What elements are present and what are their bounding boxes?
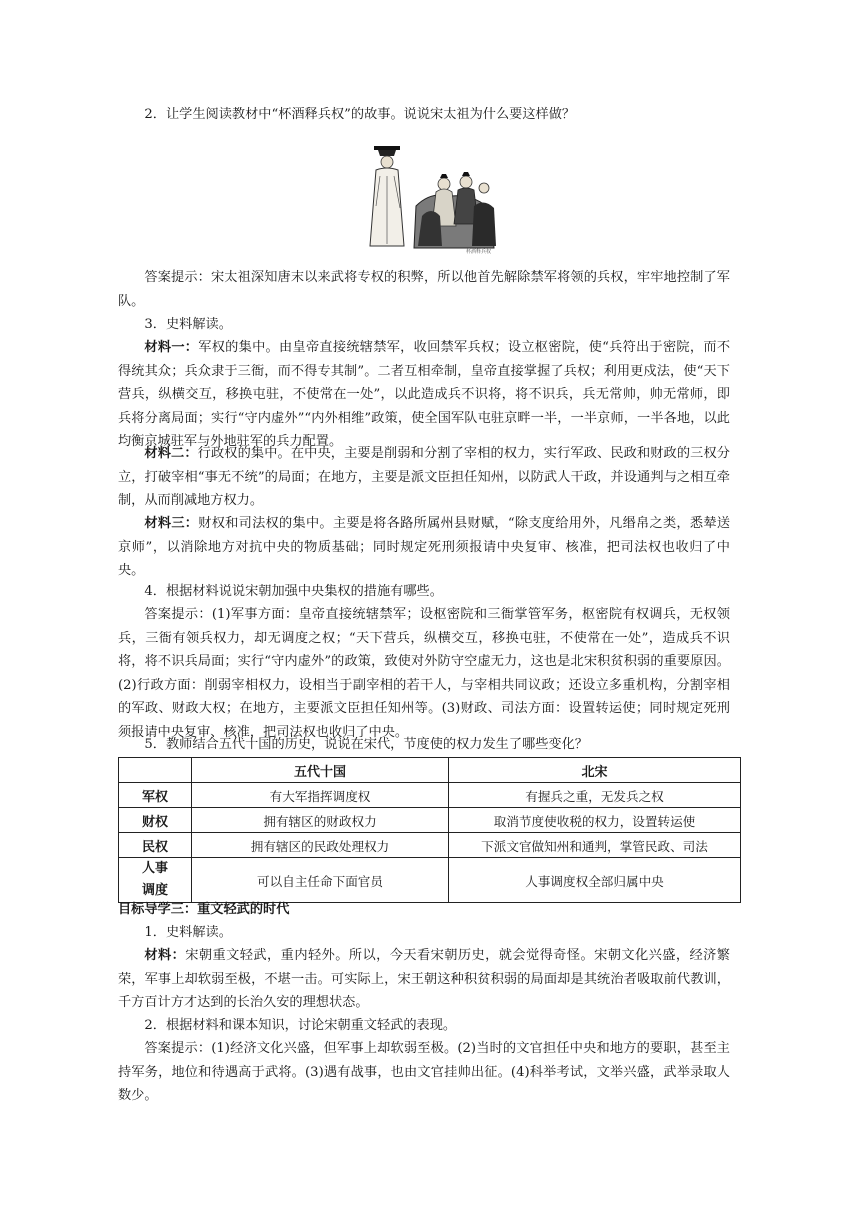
cell-wudai: 可以自主任命下面官员 xyxy=(192,858,449,903)
answer-2: 答案提示：宋太祖深知唐末以来武将专权的积弊，所以他首先解除禁军将领的兵权，牢牢地控制了军队。 xyxy=(118,270,730,309)
cell-beisong: 下派文官做知州和通判，掌管民政、司法 xyxy=(449,833,741,858)
cell-beisong: 有握兵之重，无发兵之权 xyxy=(449,783,741,808)
section-3-question-1: 1．史料解读。 xyxy=(144,925,232,940)
section-3-question-2: 2．根据材料和课本知识，讨论宋朝重文轻武的表现。 xyxy=(144,1018,457,1033)
section-3-heading: 目标导学三：重文轻武的时代 xyxy=(118,902,290,917)
row-label: 军权 xyxy=(119,783,192,808)
table-header-blank xyxy=(119,758,192,783)
material-3-label: 材料三： xyxy=(144,516,199,531)
table-row xyxy=(119,808,741,833)
material-1-label: 材料一： xyxy=(144,340,199,355)
row-label-line2: 调度 xyxy=(141,883,168,898)
material-2-text: 行政权的集中。在中央，主要是削弱和分割了宰相的权力，实行军政、民政和财政的三权分立，打破宰相“事无不统”的局面；在地方，主要是派文臣担任知州，以防武人干政，并设通判与之相互牵制，从而削减地方权力。 xyxy=(118,446,730,508)
material-2-label: 材料二： xyxy=(144,446,198,461)
table-row xyxy=(119,783,741,808)
cell-wudai: 有大军指挥调度权 xyxy=(192,783,449,808)
section-3-material xyxy=(118,944,730,1015)
row-label: 财权 xyxy=(119,808,192,833)
question-4: 4．根据材料说说宋朝加强中央集权的措施有哪些。 xyxy=(144,584,443,599)
question-5: 5．教师结合五代十国的历史，说说在宋代，节度使的权力发生了哪些变化？ xyxy=(144,737,588,752)
table-header-row xyxy=(119,758,741,783)
cell-wudai: 拥有辖区的民政处理权力 xyxy=(192,833,449,858)
material-1 xyxy=(118,336,730,454)
section-3-material-label: 材料： xyxy=(144,948,186,963)
illustration-wine-cup-banquet xyxy=(356,136,506,256)
material-3 xyxy=(118,512,730,583)
section-3-material-text: 宋朝重文轻武，重内轻外。所以，今天看宋朝历史，就会觉得奇怪。宋朝文化兴盛，经济繁荣，军事上却软弱至极，不堪一击。可实际上，宋王朝这种积贫积弱的局面却是其统治者吸取前代教训，千方百计方才达到的长治久安的理想状态。 xyxy=(118,948,730,1010)
cell-wudai: 拥有辖区的财政权力 xyxy=(192,808,449,833)
table-row xyxy=(119,833,741,858)
row-label xyxy=(119,858,192,903)
cell-beisong: 取消节度使收税的权力，设置转运使 xyxy=(449,808,741,833)
question-3: 3．史料解读。 xyxy=(144,317,232,332)
illustration-caption: 杯酒释兵权 xyxy=(466,249,492,255)
material-2 xyxy=(118,442,730,513)
cell-beisong: 人事调度权全部归属中央 xyxy=(449,858,741,903)
comparison-table xyxy=(118,757,741,903)
table-header-beisong: 北宋 xyxy=(449,758,741,783)
question-2: 2．让学生阅读教材中“杯酒释兵权”的故事。说说宋太祖为什么要这样做？ xyxy=(144,107,576,122)
material-3-text: 财权和司法权的集中。主要是将各路所属州县财赋，“除支度给用外，凡缗帛之类，悉辇送京师”，以消除地方对抗中央的物质基础；同时规定死刑须报请中央复审、核准，把司法权也收归了中央。 xyxy=(118,516,731,578)
row-label: 民权 xyxy=(119,833,192,858)
table-header-wudai: 五代十国 xyxy=(192,758,449,783)
answer-4: 答案提示：(1)军事方面：皇帝直接统辖禁军；设枢密院和三衙掌管军务，枢密院有权调兵，无权领兵，三衙有领兵权力，却无调度之权；“天下营兵，纵横交互，移换屯驻，不使常在一处”，造成兵不识将，将不识兵局面；实行“守内虚外”的政策，致使对外防守空虚无力，这也是北宋积贫积弱的重要原因。(2)行政方面：削弱宰相权力，设相当于副宰相的若干人，与宰相共同议政；还设立多重机构，分割宰相的军政、财政大权；在地方，主要派文臣担任知州等。(3)财政、司法方面：设置转运使；同时规定死刑须报请中央复审、核准，把司法权也收归了中央。 xyxy=(118,607,730,740)
table-row xyxy=(119,858,741,903)
row-label-line1: 人事 xyxy=(141,861,168,876)
material-1-text: 军权的集中。由皇帝直接统辖禁军，收回禁军兵权；设立枢密院，使“兵符出于密院，而不得统其众；兵众隶于三衙，而不得专其制”。二者互相牵制，皇帝直接掌握了兵权；利用更戍法，使“天下营兵，纵横交互，移换屯驻，不使常在一处”，以此造成兵不识将，将不识兵，兵无常帅，帅无常师，即兵将分离局面；实行“守内虚外”“内外相维”政策，使全国军队屯驻京畔一半，一半京师，一半各地，以此均衡京城驻军与外地驻军的兵力配置。 xyxy=(118,340,731,449)
section-3-answer-2: 答案提示：(1)经济文化兴盛，但军事上却软弱至极。(2)当时的文官担任中央和地方的要职，甚至主持军务，地位和待遇高于武将。(3)遇有战事，也由文官挂帅出征。(4)科举考试，文举兴盛，武举录取人数少。 xyxy=(118,1041,730,1103)
